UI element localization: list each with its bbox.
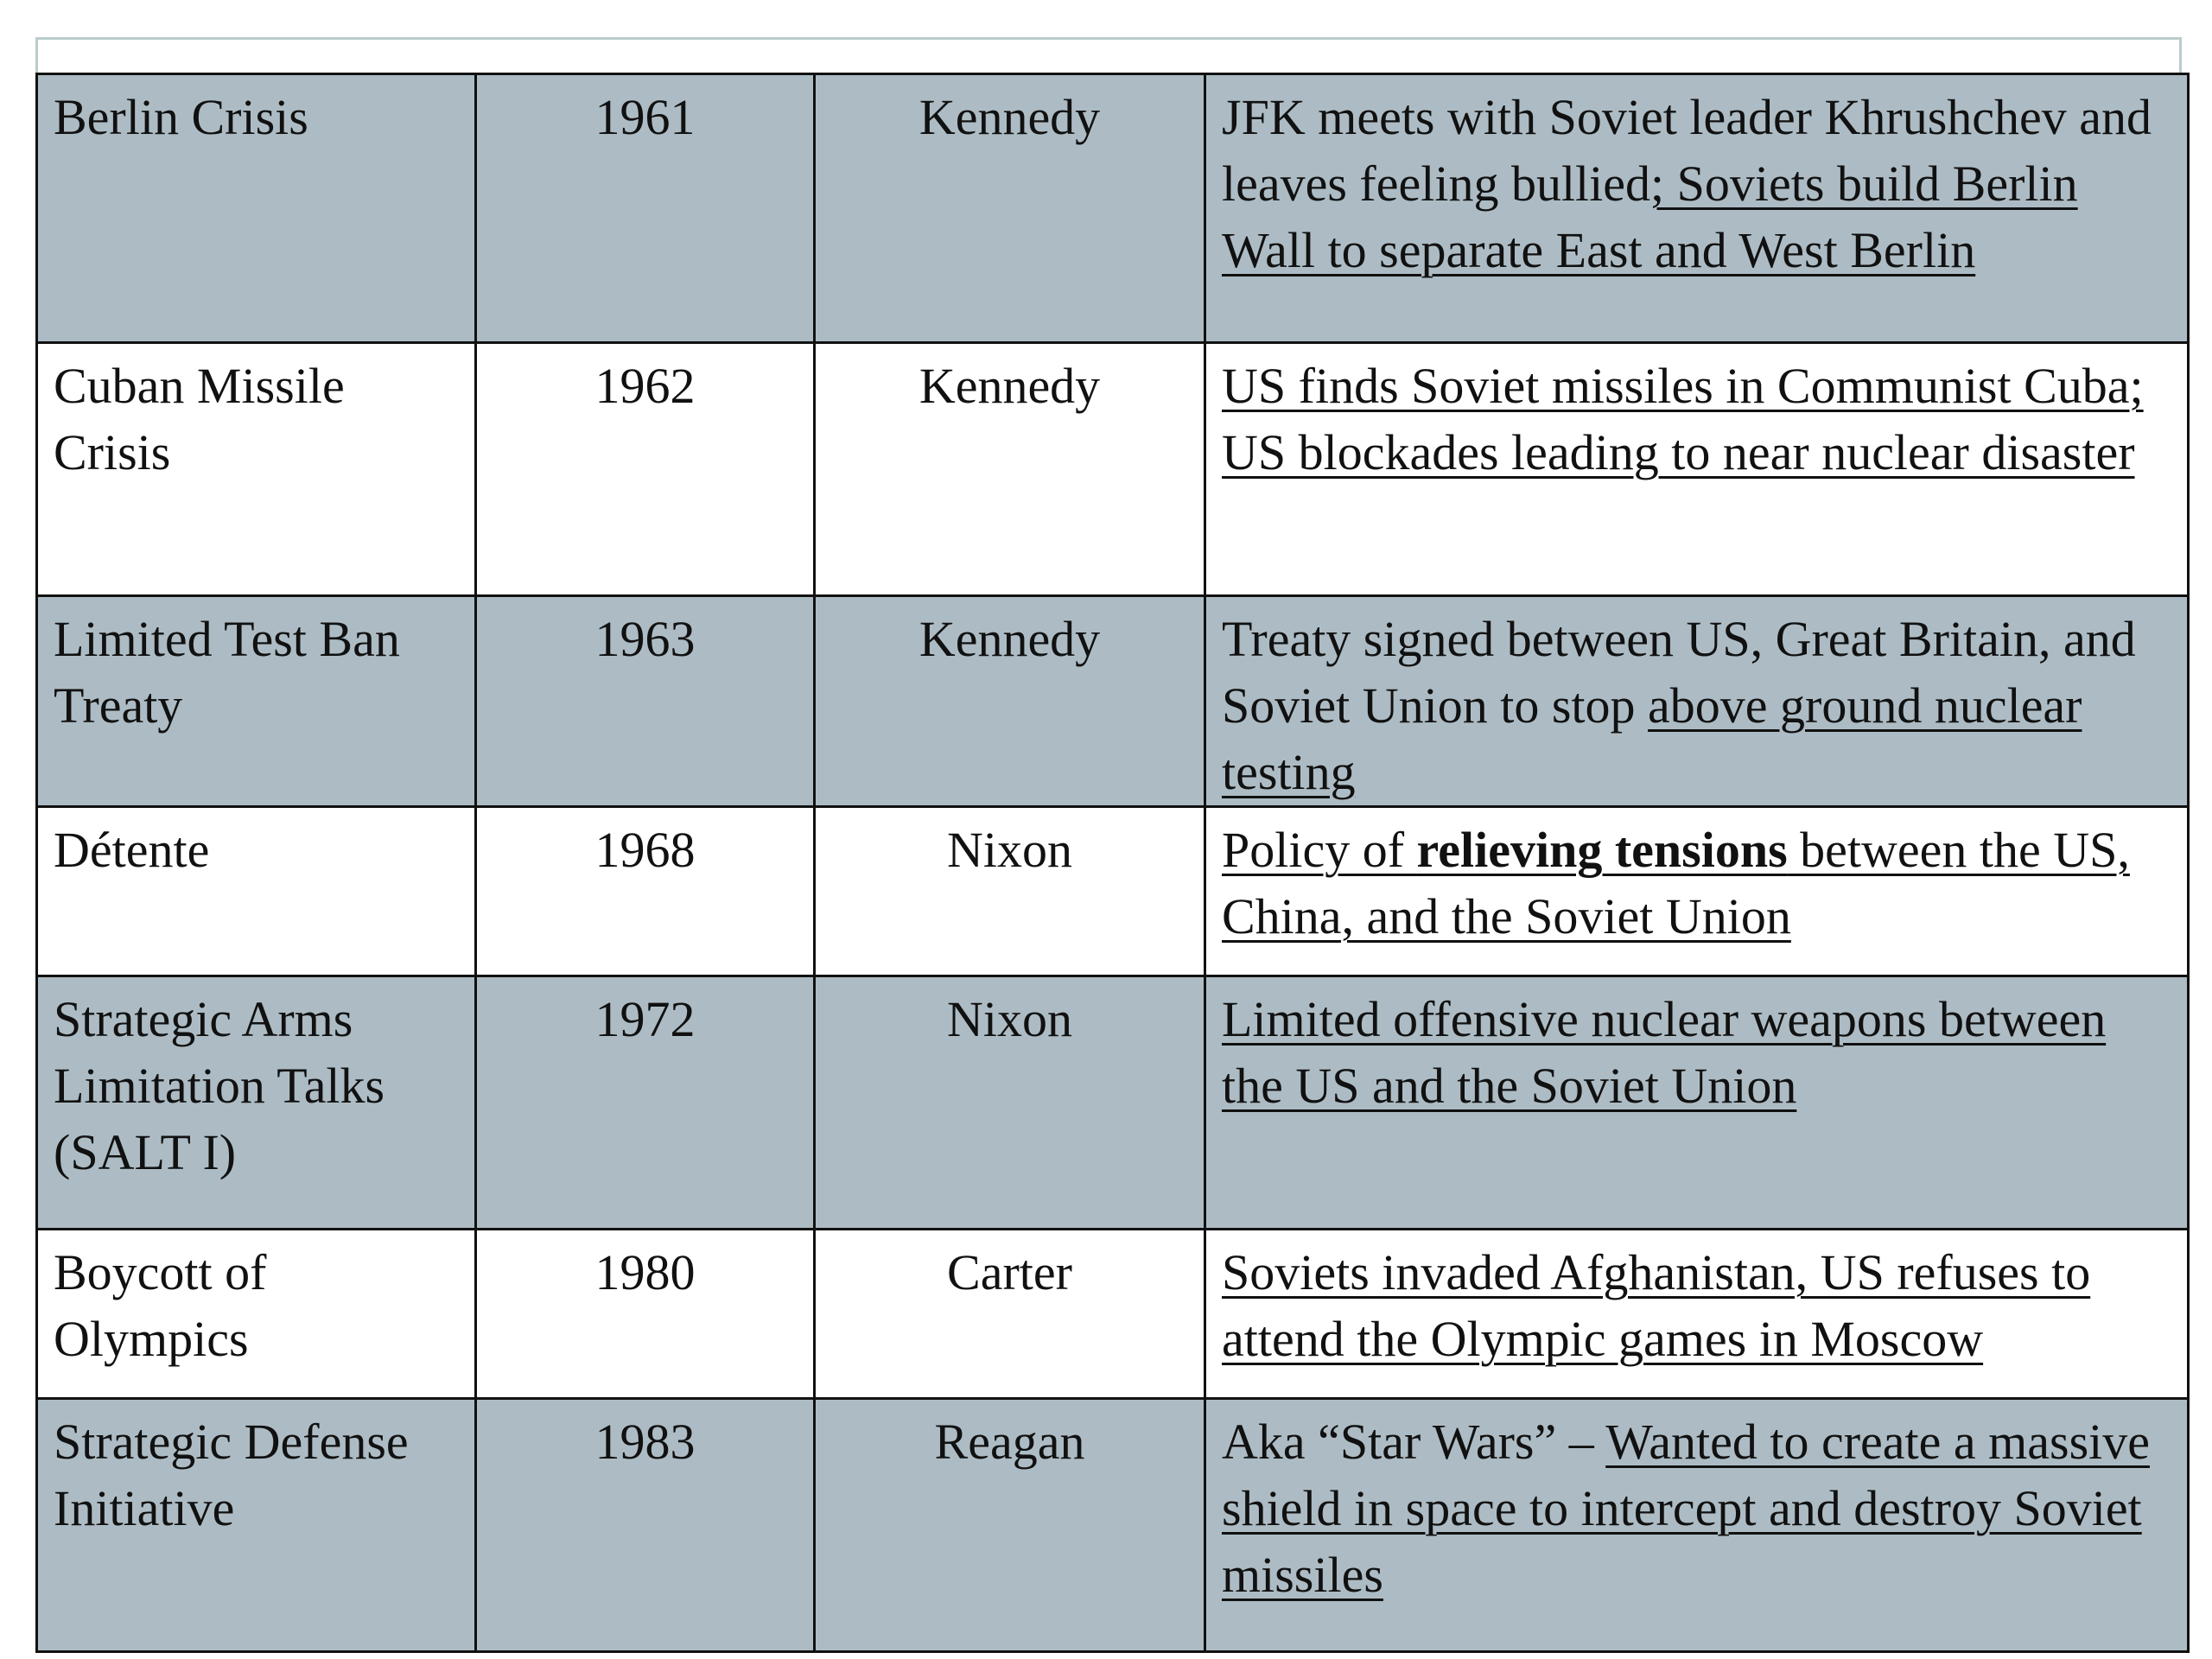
president-cell: Carter — [815, 1230, 1205, 1399]
event-name-cell: Limited Test Ban Treaty — [37, 596, 476, 807]
table-row — [37, 343, 2189, 596]
president-cell: Kennedy — [815, 74, 1205, 343]
year-cell: 1962 — [476, 343, 815, 596]
description-cell — [1205, 74, 2189, 343]
description-segment: Treaty signed between US, Great Britain, and Soviet Union to stop — [1222, 611, 2136, 734]
event-name-cell: Strategic Arms Limitation Talks (SALT I) — [37, 976, 476, 1230]
description-segment: ; Soviets build Berlin Wall to separate East and West Berlin — [1222, 156, 2078, 278]
president-cell: Nixon — [815, 807, 1205, 976]
table-row — [37, 74, 2189, 343]
description-cell — [1205, 1399, 2189, 1652]
description-cell — [1205, 596, 2189, 807]
table-row — [37, 1399, 2189, 1652]
year-cell: 1968 — [476, 807, 815, 976]
cold-war-events-table — [35, 73, 2190, 1653]
description-cell — [1205, 1230, 2189, 1399]
description-cell — [1205, 807, 2189, 976]
description-segment: Aka “Star Wars” – — [1222, 1414, 1606, 1470]
year-cell: 1961 — [476, 74, 815, 343]
president-cell: Kennedy — [815, 596, 1205, 807]
year-cell: 1983 — [476, 1399, 815, 1652]
president-cell: Reagan — [815, 1399, 1205, 1652]
table-row — [37, 976, 2189, 1230]
description-cell — [1205, 976, 2189, 1230]
description-segment: Policy of — [1222, 822, 1417, 878]
description-segment: between the US, China, and the Soviet Union — [1222, 822, 2130, 944]
description-segment: above ground nuclear testing — [1222, 677, 2082, 800]
description-segment: JFK meets with Soviet leader Khrushchev and leaves feeling bullied — [1222, 89, 2152, 212]
event-name-cell: Détente — [37, 807, 476, 976]
year-cell: 1980 — [476, 1230, 815, 1399]
year-cell: 1963 — [476, 596, 815, 807]
president-cell: Kennedy — [815, 343, 1205, 596]
description-segment: Limited offensive nuclear weapons between the US and the Soviet Union — [1222, 991, 2107, 1114]
event-name-cell: Strategic Defense Initiative — [37, 1399, 476, 1652]
description-segment: Wanted to create a massive shield in space to intercept and destroy Soviet missiles — [1222, 1414, 2151, 1603]
table-top-strip — [35, 37, 2182, 73]
event-name-cell: Cuban Missile Crisis — [37, 343, 476, 596]
event-name-cell: Boycott of Olympics — [37, 1230, 476, 1399]
event-name-cell: Berlin Crisis — [37, 74, 476, 343]
table-row — [37, 1230, 2189, 1399]
description-cell — [1205, 343, 2189, 596]
table-row — [37, 596, 2189, 807]
description-segment: Soviets invaded Afghanistan, US refuses to attend the Olympic games in Moscow — [1222, 1244, 2091, 1367]
president-cell: Nixon — [815, 976, 1205, 1230]
description-segment: relieving tensions — [1416, 822, 1788, 878]
description-segment: US finds Soviet missiles in Communist Cuba; US blockades leading to near nuclear disaster — [1222, 358, 2144, 480]
table-row — [37, 807, 2189, 976]
year-cell: 1972 — [476, 976, 815, 1230]
